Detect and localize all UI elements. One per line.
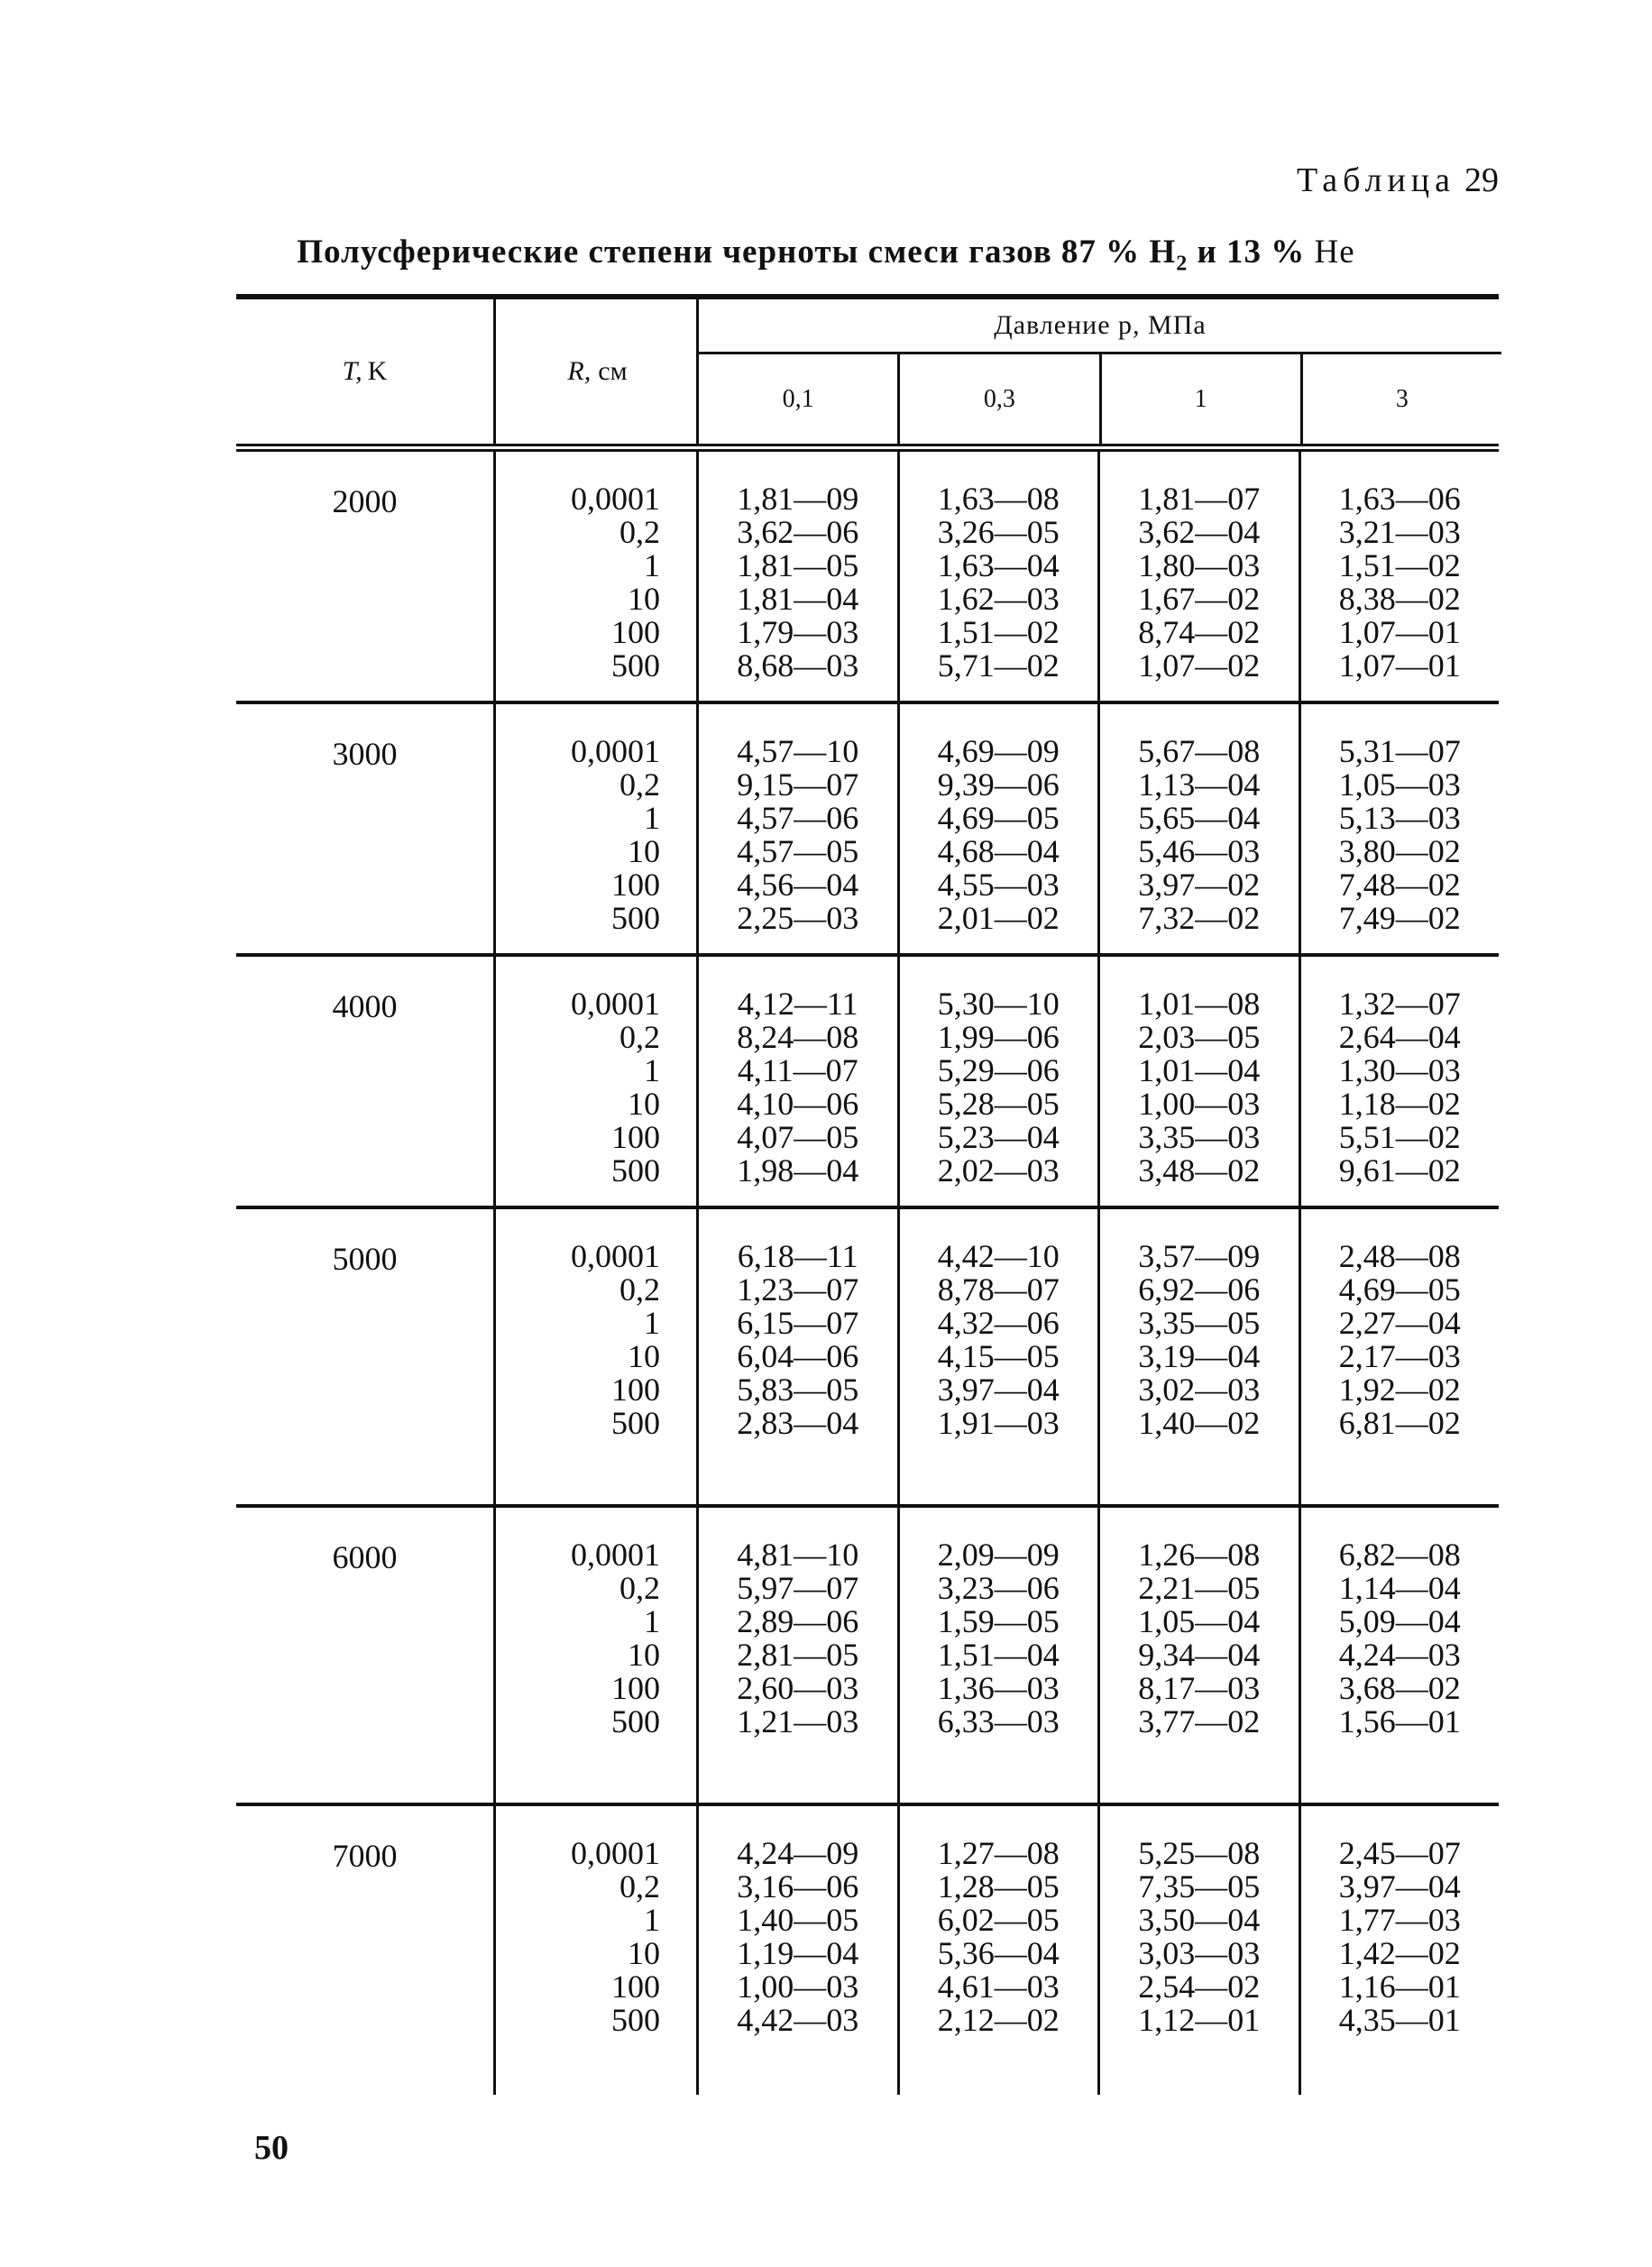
emissivity-value: 2,21—05 bbox=[1138, 1570, 1261, 1606]
radius-value: 0,2 bbox=[620, 514, 660, 550]
emissivity-value: 3,23—06 bbox=[937, 1570, 1060, 1606]
table-body bbox=[236, 452, 1499, 2095]
temperature-cell: 7000 bbox=[332, 1838, 398, 1874]
radius-value: 1 bbox=[644, 800, 660, 836]
emissivity-cell bbox=[696, 452, 897, 701]
emissivity-value: 4,42—03 bbox=[737, 2002, 859, 2038]
emissivity-value: 7,35—05 bbox=[1138, 1868, 1261, 1904]
emissivity-value: 1,18—02 bbox=[1338, 1086, 1461, 1122]
emissivity-value: 3,16—06 bbox=[737, 1868, 859, 1904]
radius-cell bbox=[493, 1806, 696, 2095]
emissivity-value: 5,29—06 bbox=[937, 1052, 1060, 1088]
emissivity-value: 5,97—07 bbox=[737, 1570, 859, 1606]
emissivity-value: 8,17—03 bbox=[1138, 1670, 1261, 1706]
temperature-cell: 2000 bbox=[332, 483, 398, 519]
radius-value: 100 bbox=[611, 1670, 660, 1706]
caption-end: He bbox=[1314, 234, 1355, 271]
table-number: 29 bbox=[1464, 161, 1499, 199]
emissivity-cell bbox=[1097, 1508, 1299, 1803]
emissivity-value: 1,07—01 bbox=[1338, 647, 1461, 684]
emissivity-value: 3,35—05 bbox=[1138, 1305, 1261, 1341]
caption-main: Полусферические степени черноты смеси газов 87 % H bbox=[297, 234, 1177, 271]
emissivity-value: 5,65—04 bbox=[1138, 800, 1261, 836]
emissivity-value: 1,01—08 bbox=[1138, 986, 1261, 1022]
header-pressure-columns bbox=[699, 354, 1501, 444]
emissivity-value: 1,56—01 bbox=[1338, 1703, 1461, 1739]
radius-value: 10 bbox=[628, 1338, 660, 1374]
emissivity-value: 4,24—03 bbox=[1338, 1637, 1461, 1673]
emissivity-value: 1,63—08 bbox=[937, 481, 1060, 517]
emissivity-value: 4,32—06 bbox=[937, 1305, 1060, 1341]
radius-value: 500 bbox=[611, 1152, 660, 1189]
emissivity-cell bbox=[696, 957, 897, 1206]
emissivity-value: 5,67—08 bbox=[1138, 733, 1261, 769]
emissivity-cell bbox=[897, 704, 1098, 953]
emissivity-value: 3,77—02 bbox=[1138, 1703, 1261, 1739]
emissivity-value: 1,13—04 bbox=[1138, 766, 1261, 803]
emissivity-value: 1,30—03 bbox=[1338, 1052, 1461, 1088]
emissivity-value: 5,36—04 bbox=[937, 1935, 1060, 1971]
emissivity-value: 6,92—06 bbox=[1138, 1271, 1261, 1308]
page-number: 50 bbox=[254, 2129, 289, 2167]
radius-value: 500 bbox=[611, 647, 660, 684]
radius-value: 100 bbox=[611, 1969, 660, 2005]
emissivity-value: 9,34—04 bbox=[1138, 1637, 1261, 1673]
emissivity-value: 5,31—07 bbox=[1338, 733, 1461, 769]
emissivity-value: 4,12—11 bbox=[737, 986, 858, 1022]
radius-value: 0,0001 bbox=[571, 1238, 660, 1274]
emissivity-value: 8,78—07 bbox=[937, 1271, 1060, 1308]
radius-cell bbox=[493, 452, 696, 701]
radius-value: 10 bbox=[628, 1935, 660, 1971]
emissivity-value: 5,51—02 bbox=[1338, 1119, 1461, 1155]
emissivity-value: 8,68—03 bbox=[737, 647, 859, 684]
table-label bbox=[1297, 161, 1499, 200]
radius-value: 100 bbox=[611, 1372, 660, 1408]
emissivity-value: 1,36—03 bbox=[937, 1670, 1060, 1706]
radius-value: 0,2 bbox=[620, 1019, 660, 1055]
radius-value: 0,0001 bbox=[571, 733, 660, 769]
radius-value: 10 bbox=[628, 1637, 660, 1673]
emissivity-value: 6,18—11 bbox=[737, 1238, 858, 1274]
temperature-block bbox=[236, 957, 1499, 1206]
radius-value: 0,0001 bbox=[571, 1835, 660, 1871]
emissivity-value: 4,56—04 bbox=[737, 867, 859, 903]
radius-value: 0,0001 bbox=[571, 986, 660, 1022]
emissivity-value: 3,57—09 bbox=[1138, 1238, 1261, 1274]
radius-value: 0,2 bbox=[620, 1570, 660, 1606]
emissivity-cell bbox=[897, 1806, 1098, 2095]
emissivity-value: 2,01—02 bbox=[937, 900, 1060, 936]
temperature-cell: 5000 bbox=[332, 1241, 398, 1277]
emissivity-value: 5,13—03 bbox=[1338, 800, 1461, 836]
emissivity-value: 3,68—02 bbox=[1338, 1670, 1461, 1706]
emissivity-value: 5,23—04 bbox=[937, 1119, 1060, 1155]
emissivity-value: 2,45—07 bbox=[1338, 1835, 1461, 1871]
emissivity-value: 3,50—04 bbox=[1138, 1902, 1261, 1938]
emissivity-cell bbox=[1097, 452, 1299, 701]
header-pressure-0: 0,1 bbox=[782, 384, 814, 413]
emissivity-value: 7,32—02 bbox=[1138, 900, 1261, 936]
emissivity-value: 4,42—10 bbox=[937, 1238, 1060, 1274]
emissivity-cell bbox=[1097, 704, 1299, 953]
emissivity-value: 1,62—03 bbox=[937, 581, 1060, 617]
emissivity-value: 1,05—03 bbox=[1338, 766, 1461, 803]
emissivity-value: 4,57—05 bbox=[737, 833, 859, 869]
emissivity-value: 5,71—02 bbox=[937, 647, 1060, 684]
emissivity-value: 2,02—03 bbox=[937, 1152, 1060, 1189]
header-pressure-2: 1 bbox=[1099, 354, 1300, 444]
emissivity-value: 6,82—08 bbox=[1338, 1537, 1461, 1573]
temperature-block bbox=[236, 704, 1499, 953]
emissivity-value: 2,54—02 bbox=[1138, 1969, 1261, 2005]
emissivity-value: 4,69—05 bbox=[1338, 1271, 1461, 1308]
emissivity-value: 4,07—05 bbox=[737, 1119, 859, 1155]
emissivity-value: 7,49—02 bbox=[1338, 900, 1461, 936]
emissivity-value: 1,51—02 bbox=[1338, 547, 1461, 583]
emissivity-cell bbox=[696, 1209, 897, 1504]
radius-value: 1 bbox=[644, 1902, 660, 1938]
table-header bbox=[236, 299, 1499, 444]
temperature-cell: 3000 bbox=[332, 736, 398, 772]
temperature-block bbox=[236, 1209, 1499, 1504]
emissivity-value: 1,32—07 bbox=[1338, 986, 1461, 1022]
emissivity-cell bbox=[696, 704, 897, 953]
emissivity-value: 1,40—02 bbox=[1138, 1405, 1261, 1441]
emissivity-value: 1,28—05 bbox=[937, 1868, 1060, 1904]
emissivity-value: 3,19—04 bbox=[1138, 1338, 1261, 1374]
emissivity-value: 9,39—06 bbox=[937, 766, 1060, 803]
emissivity-value: 6,81—02 bbox=[1338, 1405, 1461, 1441]
radius-value: 0,0001 bbox=[571, 1537, 660, 1573]
radius-value: 500 bbox=[611, 2002, 660, 2038]
header-pressure-1: 0,3 bbox=[897, 354, 1098, 444]
emissivity-value: 1,12—01 bbox=[1138, 2002, 1261, 2038]
emissivity-cell bbox=[1299, 704, 1500, 953]
radius-value: 100 bbox=[611, 1119, 660, 1155]
emissivity-value: 1,98—04 bbox=[737, 1152, 859, 1189]
emissivity-value: 1,91—03 bbox=[937, 1405, 1060, 1441]
radius-value: 10 bbox=[628, 1086, 660, 1122]
emissivity-value: 8,74—02 bbox=[1138, 614, 1261, 650]
emissivity-value: 5,09—04 bbox=[1338, 1603, 1461, 1639]
emissivity-value: 1,80—03 bbox=[1138, 547, 1261, 583]
emissivity-value: 6,02—05 bbox=[937, 1902, 1060, 1938]
emissivity-value: 2,81—05 bbox=[737, 1637, 859, 1673]
radius-value: 0,2 bbox=[620, 766, 660, 803]
emissivity-value: 2,64—04 bbox=[1338, 1019, 1461, 1055]
emissivity-value: 9,15—07 bbox=[737, 766, 859, 803]
emissivity-cell bbox=[1299, 1508, 1500, 1803]
header-t-unit: K bbox=[367, 356, 388, 386]
emissivity-value: 2,60—03 bbox=[737, 1670, 859, 1706]
emissivity-value: 5,46—03 bbox=[1138, 833, 1261, 869]
emissivity-value: 4,68—04 bbox=[937, 833, 1060, 869]
emissivity-value: 1,51—02 bbox=[937, 614, 1060, 650]
emissivity-value: 8,38—02 bbox=[1338, 581, 1461, 617]
emissivity-value: 1,99—06 bbox=[937, 1019, 1060, 1055]
header-bottom-rule bbox=[236, 444, 1499, 452]
emissivity-value: 1,00—03 bbox=[737, 1969, 859, 2005]
emissivity-value: 8,24—08 bbox=[737, 1019, 859, 1055]
temperature-block bbox=[236, 1806, 1499, 2095]
emissivity-value: 1,27—08 bbox=[937, 1835, 1060, 1871]
emissivity-value: 3,97—04 bbox=[937, 1372, 1060, 1408]
emissivity-value: 1,16—01 bbox=[1338, 1969, 1461, 2005]
emissivity-value: 4,57—10 bbox=[737, 733, 859, 769]
emissivity-value: 3,48—02 bbox=[1138, 1152, 1261, 1189]
emissivity-value: 2,12—02 bbox=[937, 2002, 1060, 2038]
emissivity-value: 2,09—09 bbox=[937, 1537, 1060, 1573]
emissivity-value: 1,63—06 bbox=[1338, 481, 1461, 517]
emissivity-cell bbox=[1097, 1806, 1299, 2095]
emissivity-cell bbox=[1299, 1209, 1500, 1504]
emissivity-value: 2,27—04 bbox=[1338, 1305, 1461, 1341]
header-pressure-group bbox=[696, 299, 1501, 444]
radius-value: 1 bbox=[644, 1305, 660, 1341]
emissivity-value: 4,55—03 bbox=[937, 867, 1060, 903]
radius-cell bbox=[493, 704, 696, 953]
emissivity-value: 1,59—05 bbox=[937, 1603, 1060, 1639]
emissivity-value: 1,19—04 bbox=[737, 1935, 859, 1971]
emissivity-value: 1,51—04 bbox=[937, 1637, 1060, 1673]
header-pressure-title: Давление p, МПа bbox=[699, 299, 1501, 354]
emissivity-cell bbox=[897, 452, 1098, 701]
emissivity-cell bbox=[897, 1209, 1098, 1504]
emissivity-value: 4,11—07 bbox=[737, 1052, 858, 1088]
emissivity-value: 2,25—03 bbox=[737, 900, 859, 936]
emissivity-value: 1,21—03 bbox=[737, 1703, 859, 1739]
emissivity-value: 3,26—05 bbox=[937, 514, 1060, 550]
radius-value: 500 bbox=[611, 1405, 660, 1441]
table-caption bbox=[0, 233, 1652, 276]
data-table bbox=[236, 294, 1499, 2095]
header-r-unit: см bbox=[598, 356, 628, 386]
emissivity-value: 4,81—10 bbox=[737, 1537, 859, 1573]
emissivity-value: 5,28—05 bbox=[937, 1086, 1060, 1122]
emissivity-value: 2,89—06 bbox=[737, 1603, 859, 1639]
temperature-block bbox=[236, 1508, 1499, 1803]
emissivity-cell bbox=[1299, 452, 1500, 701]
radius-value: 10 bbox=[628, 833, 660, 869]
temperature-cell: 4000 bbox=[332, 988, 398, 1024]
emissivity-value: 1,40—05 bbox=[737, 1902, 859, 1938]
radius-value: 1 bbox=[644, 1052, 660, 1088]
emissivity-cell bbox=[1299, 1806, 1500, 2095]
emissivity-value: 1,07—01 bbox=[1338, 614, 1461, 650]
emissivity-value: 3,62—06 bbox=[737, 514, 859, 550]
emissivity-value: 3,03—03 bbox=[1138, 1935, 1261, 1971]
emissivity-value: 1,63—04 bbox=[937, 547, 1060, 583]
radius-value: 0,0001 bbox=[571, 481, 660, 517]
header-temperature bbox=[236, 299, 493, 444]
emissivity-value: 2,17—03 bbox=[1338, 1338, 1461, 1374]
header-radius bbox=[493, 299, 699, 444]
caption-mid: и 13 % bbox=[1188, 234, 1315, 271]
radius-value: 1 bbox=[644, 547, 660, 583]
emissivity-value: 1,14—04 bbox=[1338, 1570, 1461, 1606]
emissivity-value: 1,42—02 bbox=[1338, 1935, 1461, 1971]
emissivity-value: 3,97—04 bbox=[1338, 1868, 1461, 1904]
radius-value: 1 bbox=[644, 1603, 660, 1639]
emissivity-value: 3,97—02 bbox=[1138, 867, 1261, 903]
emissivity-value: 4,35—01 bbox=[1338, 2002, 1461, 2038]
emissivity-value: 1,00—03 bbox=[1138, 1086, 1261, 1122]
emissivity-value: 1,01—04 bbox=[1138, 1052, 1261, 1088]
emissivity-value: 6,15—07 bbox=[737, 1305, 859, 1341]
temperature-cell: 6000 bbox=[332, 1539, 398, 1575]
header-r-symbol: R, bbox=[567, 356, 592, 386]
radius-value: 500 bbox=[611, 1703, 660, 1739]
radius-value: 10 bbox=[628, 581, 660, 617]
emissivity-value: 2,83—04 bbox=[737, 1405, 859, 1441]
emissivity-value: 9,61—02 bbox=[1338, 1152, 1461, 1189]
radius-value: 100 bbox=[611, 867, 660, 903]
emissivity-value: 1,81—09 bbox=[737, 481, 859, 517]
emissivity-value: 5,30—10 bbox=[937, 986, 1060, 1022]
emissivity-value: 3,35—03 bbox=[1138, 1119, 1261, 1155]
emissivity-value: 1,81—07 bbox=[1138, 481, 1261, 517]
emissivity-value: 3,02—03 bbox=[1138, 1372, 1261, 1408]
emissivity-cell bbox=[897, 1508, 1098, 1803]
radius-cell bbox=[493, 957, 696, 1206]
emissivity-value: 2,48—08 bbox=[1338, 1238, 1461, 1274]
emissivity-value: 3,21—03 bbox=[1338, 514, 1461, 550]
radius-value: 500 bbox=[611, 900, 660, 936]
temperature-block bbox=[236, 452, 1499, 701]
emissivity-value: 1,92—02 bbox=[1338, 1372, 1461, 1408]
emissivity-value: 4,24—09 bbox=[737, 1835, 859, 1871]
header-t-symbol: T, bbox=[342, 356, 363, 386]
emissivity-value: 1,81—05 bbox=[737, 547, 859, 583]
emissivity-value: 3,80—02 bbox=[1338, 833, 1461, 869]
radius-value: 0,2 bbox=[620, 1868, 660, 1904]
emissivity-value: 1,81—04 bbox=[737, 581, 859, 617]
caption-subscript: 2 bbox=[1176, 252, 1189, 276]
emissivity-cell bbox=[897, 957, 1098, 1206]
emissivity-value: 1,67—02 bbox=[1138, 581, 1261, 617]
emissivity-value: 1,79—03 bbox=[737, 614, 859, 650]
emissivity-value: 3,62—04 bbox=[1138, 514, 1261, 550]
table-word: Таблица bbox=[1296, 161, 1455, 199]
header-pressure-3: 3 bbox=[1300, 354, 1501, 444]
emissivity-value: 4,69—09 bbox=[937, 733, 1060, 769]
emissivity-cell bbox=[696, 1806, 897, 2095]
emissivity-value: 4,69—05 bbox=[937, 800, 1060, 836]
emissivity-value: 4,57—06 bbox=[737, 800, 859, 836]
emissivity-value: 1,05—04 bbox=[1138, 1603, 1261, 1639]
emissivity-cell bbox=[1097, 957, 1299, 1206]
emissivity-cell bbox=[1097, 1209, 1299, 1504]
emissivity-value: 4,61—03 bbox=[937, 1969, 1060, 2005]
emissivity-value: 7,48—02 bbox=[1338, 867, 1461, 903]
emissivity-cell bbox=[696, 1508, 897, 1803]
radius-value: 100 bbox=[611, 614, 660, 650]
emissivity-value: 6,33—03 bbox=[937, 1703, 1060, 1739]
emissivity-value: 4,10—06 bbox=[737, 1086, 859, 1122]
emissivity-value: 6,04—06 bbox=[737, 1338, 859, 1374]
emissivity-value: 1,26—08 bbox=[1138, 1537, 1261, 1573]
radius-cell bbox=[493, 1209, 696, 1504]
emissivity-cell bbox=[1299, 957, 1500, 1206]
emissivity-value: 1,07—02 bbox=[1138, 647, 1261, 684]
emissivity-value: 2,03—05 bbox=[1138, 1019, 1261, 1055]
emissivity-value: 1,23—07 bbox=[737, 1271, 859, 1308]
emissivity-value: 1,77—03 bbox=[1338, 1902, 1461, 1938]
emissivity-value: 5,83—05 bbox=[737, 1372, 859, 1408]
radius-value: 0,2 bbox=[620, 1271, 660, 1308]
emissivity-value: 5,25—08 bbox=[1138, 1835, 1261, 1871]
radius-cell bbox=[493, 1508, 696, 1803]
emissivity-value: 4,15—05 bbox=[937, 1338, 1060, 1374]
